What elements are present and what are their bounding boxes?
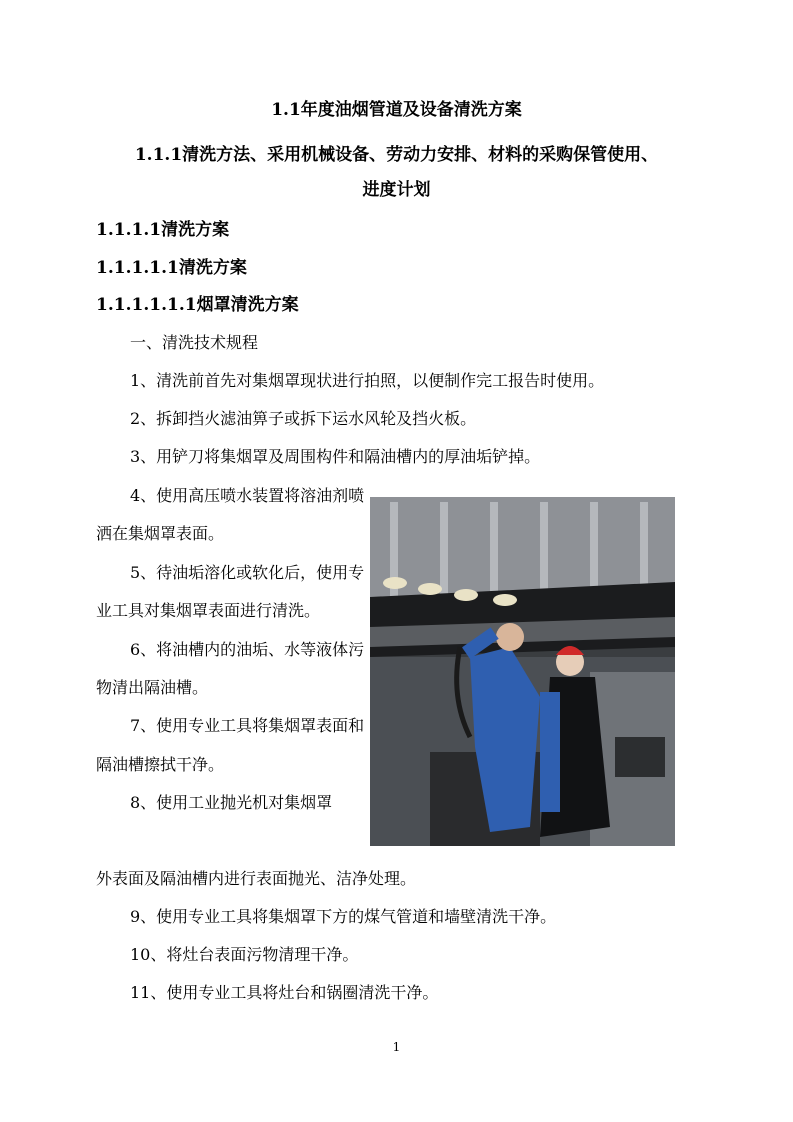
step-7: 7、使用专业工具将集烟罩表面和隔油槽擦拭干净。 xyxy=(96,716,365,774)
section-heading-1-1-1: 1.1.1清洗方法、采用机械设备、劳动力安排、材料的采购保管使用、 xyxy=(134,145,659,165)
step-9: 9、使用专业工具将集烟罩下方的煤气管道和墙壁清洗干净。 xyxy=(130,907,557,926)
step-5: 5、待油垢溶化或软化后，使用专业工具对集烟罩表面进行清洗。 xyxy=(96,562,365,621)
step-3: 3、用铲刀将集烟罩及周围构件和隔油槽内的厚油垢铲掉。 xyxy=(130,447,541,466)
step-1: 1、清洗前首先对集烟罩现状进行拍照，以便制作完工报告时使用。 xyxy=(130,371,605,390)
document-title: 1.1年度油烟管道及设备清洗方案 xyxy=(271,100,522,120)
heading-1-1-1-1-1: 1.1.1.1.1清洗方案 xyxy=(96,258,247,278)
cleaning-photo xyxy=(370,497,675,846)
wrapped-steps xyxy=(96,477,366,823)
heading-1-1-1-1-1-1: 1.1.1.1.1.1烟罩清洗方案 xyxy=(96,295,299,315)
step-4: 4、使用高压喷水装置将溶油剂喷洒在集烟罩表面。 xyxy=(96,486,365,544)
section-label: 一、清洗技术规程 xyxy=(130,333,259,352)
step-11: 11、使用专业工具将灶台和锅圈清洗干净。 xyxy=(130,983,439,1002)
step-8-part: 8、使用工业抛光机对集烟罩 xyxy=(130,793,333,813)
step-2: 2、拆卸挡火滤油箅子或拆下运水风轮及挡火板。 xyxy=(130,409,477,428)
section-heading-1-1-1-cont: 进度计划 xyxy=(362,180,431,200)
step-6: 6、将油槽内的油垢、水等液体污物清出隔油槽。 xyxy=(96,639,365,698)
heading-1-1-1-1: 1.1.1.1清洗方案 xyxy=(96,220,230,240)
page-number: 1 xyxy=(392,1040,401,1054)
step-10: 10、将灶台表面污物清理干净。 xyxy=(130,945,359,964)
step-8-cont: 外表面及隔油槽内进行表面抛光、洁净处理。 xyxy=(96,869,417,888)
